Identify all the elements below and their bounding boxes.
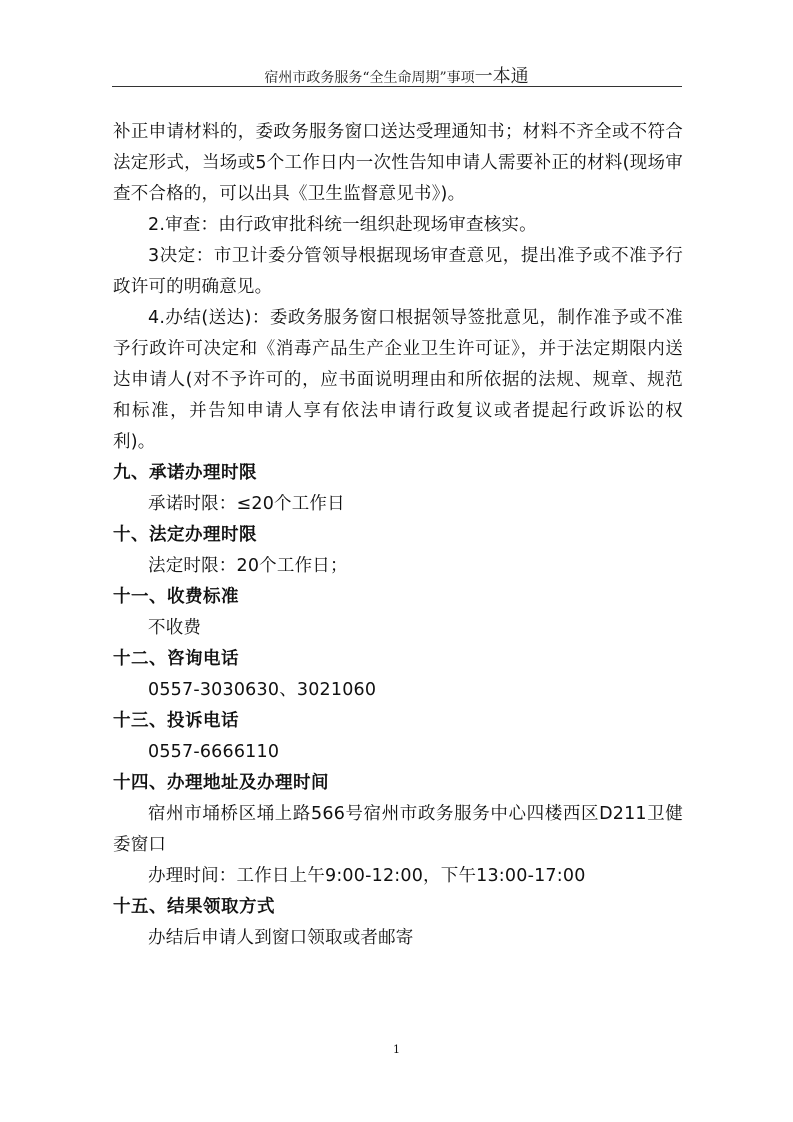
paragraph-review: 2.审查：由行政审批科统一组织赴现场审查核实。 [148, 215, 537, 235]
header-title: 宿州市政务服务“全生命周期”事项 [264, 70, 475, 86]
section-text-address: 宿州市埇桥区埇上路566号宿州市政务服务中心四楼西区D211卫健委窗口 [113, 804, 683, 855]
section-text-complaint-phone: 0557-6666110 [148, 742, 280, 762]
section-text-consult-phone: 0557-3030630、3021060 [148, 680, 377, 700]
section-heading-result-pickup: 十五、结果领取方式 [113, 897, 275, 917]
paragraph-completion: 4.办结(送达)：委政务服务窗口根据领导签批意见，制作准予或不准予行政许可决定和《消毒产品生产企业卫生许可证》，并于法定期限内送达申请人(对不予许可的，应书面说明理由和所依据的法规、规章、规范和标准，并告知申请人享有依法申请行政复议或者提起行政诉讼的权利)。 [113, 308, 683, 452]
section-heading-fee: 十一、收费标准 [113, 587, 239, 607]
document-body [113, 117, 683, 954]
section-heading-consult-phone: 十二、咨询电话 [113, 649, 239, 669]
section-text-fee: 不收费 [148, 618, 202, 638]
section-text-legal-time: 法定时限：20个工作日； [148, 556, 348, 576]
page-header [0, 62, 793, 88]
section-text-promised-time: 承诺时限：≤20个工作日 [148, 494, 345, 514]
paragraph-supplement: 补正申请材料的，委政务服务窗口送达受理通知书；材料不齐全或不符合法定形式，当场或5个工作日内一次性告知申请人需要补正的材料(现场审查不合格的，可以出具《卫生监督意见书》)。 [113, 122, 683, 204]
section-text-office-hours: 办理时间：工作日上午9:00-12:00，下午13:00-17:00 [148, 866, 586, 886]
header-rule [112, 86, 682, 87]
section-heading-legal-time: 十、法定办理时限 [113, 525, 257, 545]
section-heading-address: 十四、办理地址及办理时间 [113, 773, 329, 793]
section-heading-complaint-phone: 十三、投诉电话 [113, 711, 239, 731]
section-text-result-pickup: 办结后申请人到窗口领取或者邮寄 [148, 928, 414, 948]
header-title-big: 一本通 [474, 66, 529, 87]
paragraph-decision: 3决定：市卫计委分管领导根据现场审查意见，提出准予或不准予行政许可的明确意见。 [113, 246, 683, 297]
section-heading-promised-time: 九、承诺办理时限 [113, 463, 257, 483]
page-number: 1 [393, 1043, 400, 1056]
